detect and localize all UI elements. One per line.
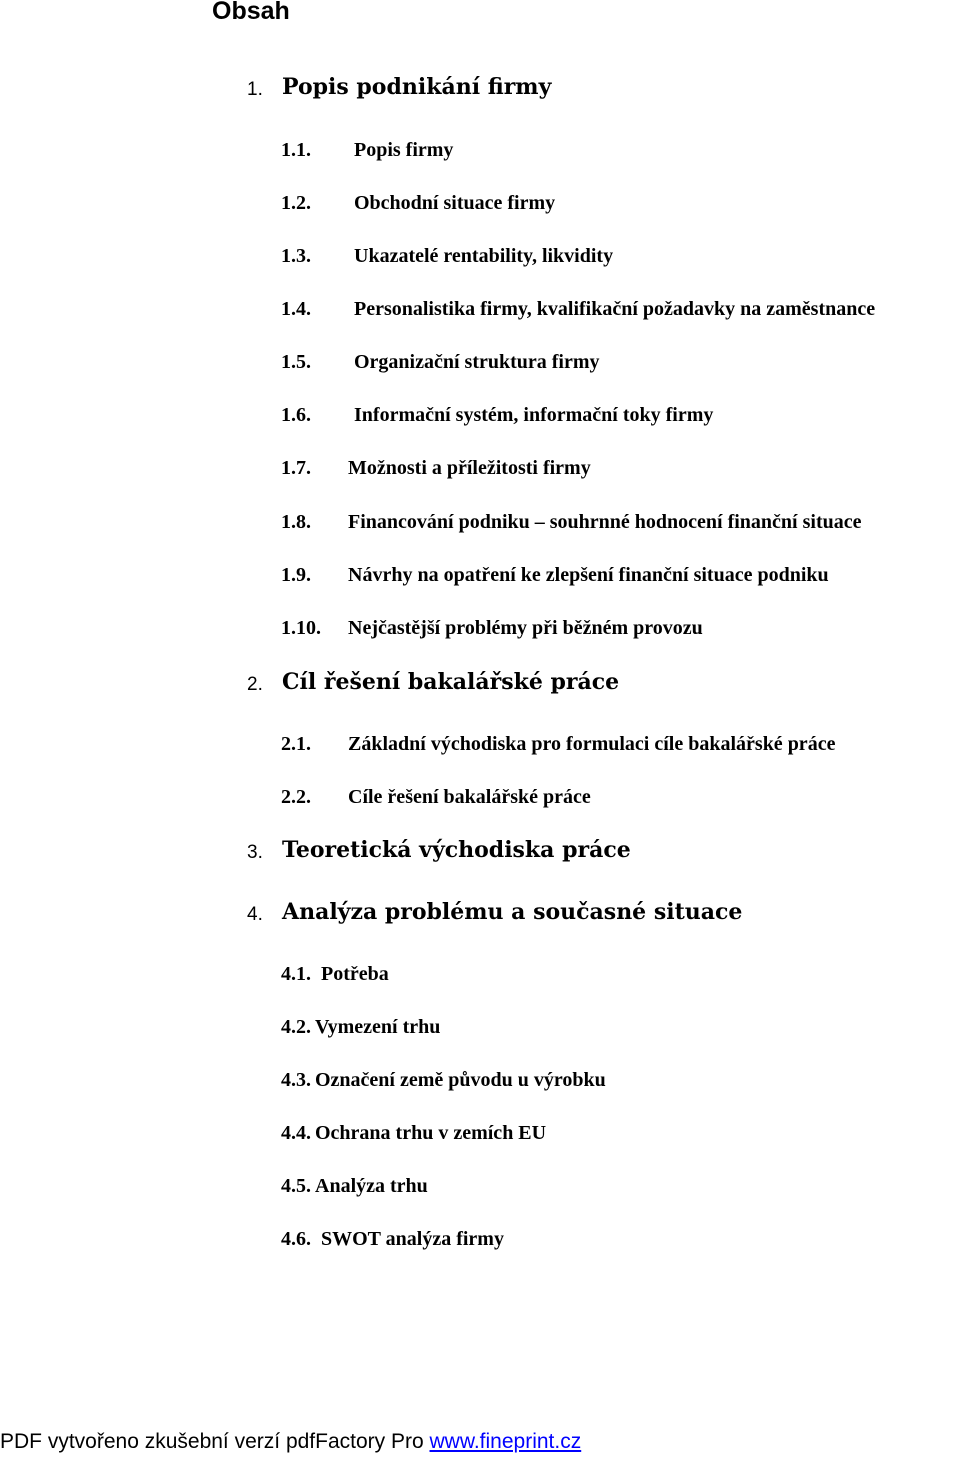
toc-number: 1.7. [281,457,311,479]
toc-number: 2.2. [281,786,311,808]
toc-title: Cíl řešení bakalářské práce [282,669,620,695]
toc-title: Popis firmy [354,139,454,161]
toc-number: 1.1. [281,139,311,161]
toc-number: 1.8. [281,511,311,533]
toc-number: 1.9. [281,564,311,586]
toc-number: 4. [247,904,263,925]
toc-title: Organizační struktura firmy [354,351,600,373]
toc-title: Analýza problému a současné situace [282,899,743,925]
toc-title: Ukazatelé rentability, likvidity [354,245,614,267]
toc-title: Nejčastější problémy při běžném provozu [348,617,703,639]
page-title: Obsah [212,0,290,25]
toc-number: 1.4. [281,298,311,320]
toc-number: 1.2. [281,192,311,214]
toc-title: SWOT analýza firmy [321,1228,504,1250]
toc-title: Označení země původu u výrobku [315,1069,606,1091]
toc-title: Teoretická východiska práce [282,837,631,863]
toc-title: Obchodní situace firmy [354,192,556,214]
toc-title: Vymezení trhu [315,1016,441,1038]
toc-number: 4.6. [281,1228,311,1250]
toc-title: Potřeba [321,963,389,985]
toc-number: 4.1. [281,963,311,985]
toc-number: 4.4. [281,1122,311,1144]
toc-number: 1. [247,79,263,100]
toc-title: Analýza trhu [315,1175,428,1197]
fineprint-link[interactable]: www.fineprint.cz [429,1430,582,1453]
toc-number: 1.6. [281,404,311,426]
toc-number: 3. [247,842,263,863]
toc-number: 1.5. [281,351,311,373]
toc-number: 2. [247,674,263,695]
toc-number: 1.3. [281,245,311,267]
toc-number: 4.5. [281,1175,311,1197]
pdf-watermark-footer [0,1430,581,1454]
toc-title: Financování podniku – souhrnné hodnocení finanční situace [348,511,862,533]
toc-title: Informační systém, informační toky firmy [354,404,714,426]
toc-title: Cíle řešení bakalářské práce [348,786,591,808]
toc-number: 1.10. [281,617,321,639]
toc-number: 4.3. [281,1069,311,1091]
toc-title: Popis podnikání firmy [282,74,552,100]
toc-title: Personalistika firmy, kvalifikační požadavky na zaměstnance [354,298,876,320]
toc-title: Návrhy na opatření ke zlepšení finanční situace podniku [348,564,829,586]
toc-number: 4.2. [281,1016,311,1038]
toc-title: Základní východiska pro formulaci cíle bakalářské práce [348,733,836,755]
toc-title: Možnosti a příležitosti firmy [348,457,591,479]
footer-text: PDF vytvořeno zkušební verzí pdfFactory Pro [0,1430,430,1453]
toc-title: Ochrana trhu v zemích EU [315,1122,547,1144]
toc-number: 2.1. [281,733,311,755]
